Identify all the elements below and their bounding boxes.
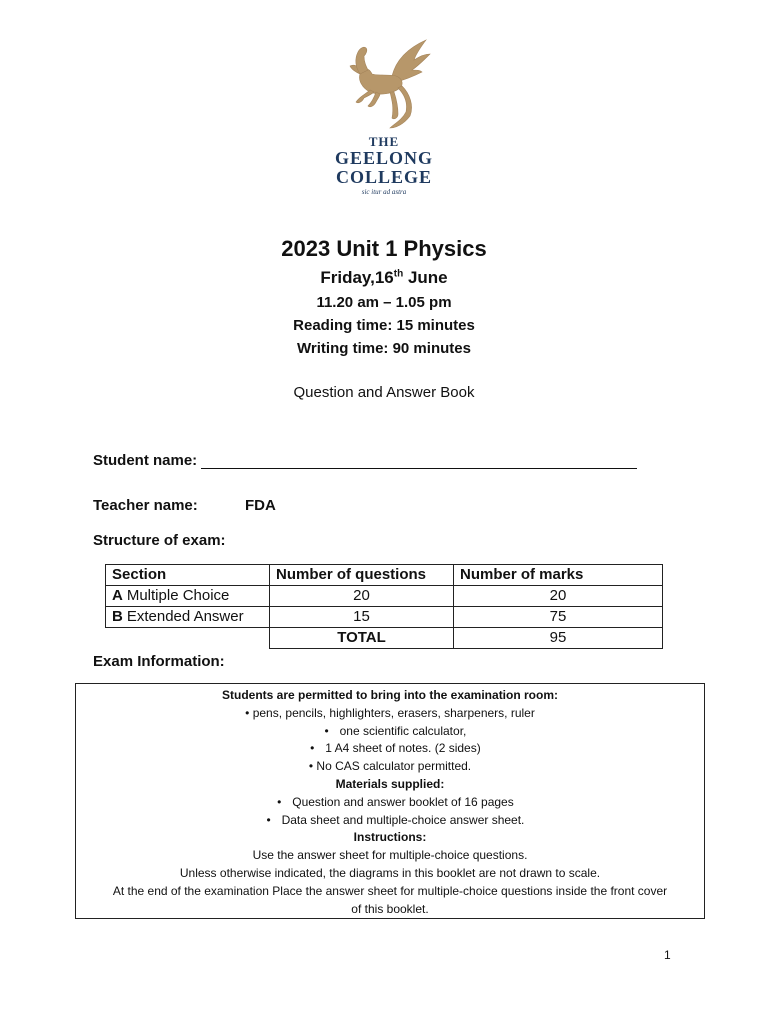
permitted-item: one scientific calculator, [339,723,467,738]
permitted-heading: Students are permitted to bring into the examination room: [221,688,559,702]
table-total-row [106,628,663,649]
exam-date-prefix: Friday,16 [320,268,394,287]
column-header: Number of marks [454,565,663,586]
questions-cell: 20 [270,586,454,607]
section-name: Multiple Choice [126,587,230,604]
list-item: • No CAS calculator permitted. [308,759,472,774]
exam-title: 2023 Unit 1 Physics [281,236,487,261]
list-item [76,812,704,830]
logo-name-line1: GEELONG [334,148,434,168]
marks-cell: 20 [454,586,663,607]
table-header-row [106,565,663,586]
exam-date-superscript: th [393,268,404,280]
materials-heading: Materials supplied: [335,776,445,791]
writing-time: Writing time: 90 minutes [297,340,471,357]
list-item [76,740,704,758]
exam-time: 11.20 am – 1.05 pm [316,294,452,311]
reading-time: Reading time: 15 minutes [293,317,475,334]
student-name-row [93,452,637,469]
structure-heading: Structure of exam: [93,532,226,549]
student-name-field[interactable] [201,454,637,469]
section-letter: A [112,587,123,604]
permitted-item: No CAS calculator permitted. [316,759,472,774]
materials-item: Question and answer booklet of 16 pages [292,794,514,809]
student-name-label: Student name: [93,452,198,469]
section-cell [106,607,270,628]
logo-the: THE [368,134,400,149]
logo-name-line2: COLLEGE [335,167,433,187]
column-header: Section [106,565,270,586]
teacher-name-label: Teacher name: [93,497,198,514]
questions-cell: 15 [270,607,454,628]
exam-structure-table [105,564,663,649]
table-row [106,607,663,628]
logo-motto: sic itur ad astra [361,188,407,196]
bullet-icon: • [266,812,271,827]
instructions-line: Use the answer sheet for multiple-choice questions. [252,848,528,863]
exam-info-box [75,683,705,919]
permitted-item: pens, pencils, highlighters, erasers, sharpeners, ruler [252,705,535,720]
bullet-icon: • [310,741,315,756]
college-logo [318,36,450,200]
empty-cell [106,628,270,649]
teacher-name-value: FDA [245,497,276,514]
exam-date [0,268,768,288]
page-number: 1 [664,948,671,962]
winged-horse-crest-icon [334,36,434,132]
instructions-line: of this booklet. [351,901,429,916]
instructions-line: Unless otherwise indicated, the diagrams in this booklet are not drawn to scale. [179,865,601,880]
permitted-item: 1 A4 sheet of notes. (2 sides) [325,741,481,756]
bullet-icon: • [324,723,329,738]
exam-date-suffix: June [403,268,448,287]
column-header: Number of questions [270,565,454,586]
section-name: Extended Answer [126,608,244,625]
instructions-heading: Instructions: [353,830,427,845]
bullet-icon: • [277,794,282,809]
section-cell [106,586,270,607]
teacher-name-row [93,497,276,514]
table-row [106,586,663,607]
marks-cell: 75 [454,607,663,628]
list-item [76,794,704,812]
list-item: • pens, pencils, highlighters, erasers, sharpeners, ruler [245,705,535,720]
book-type: Question and Answer Book [293,384,475,401]
list-item [76,723,704,741]
materials-item: Data sheet and multiple-choice answer sheet. [281,812,525,827]
exam-info-heading: Exam Information: [93,653,225,670]
total-marks: 95 [454,628,663,649]
section-letter: B [112,608,123,625]
instructions-line: At the end of the examination Place the answer sheet for multiple-choice questions inside the front cover [112,883,668,898]
total-label: TOTAL [270,628,454,649]
